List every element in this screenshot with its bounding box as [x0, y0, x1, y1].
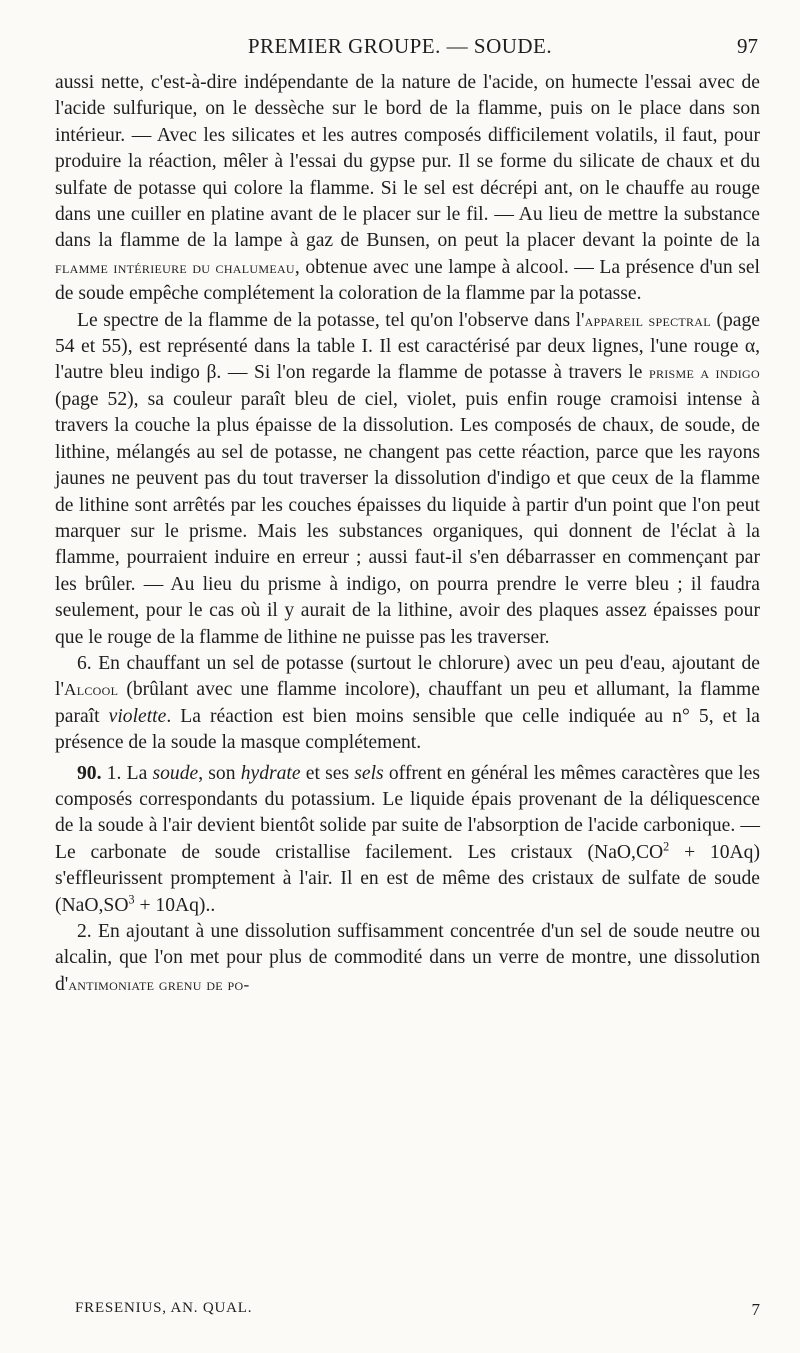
- paragraph-spectrum: [55, 308, 760, 651]
- paragraph-flame-reaction: [55, 70, 760, 308]
- sheet-number: 7: [751, 1300, 760, 1319]
- text-run: 2. En ajoutant à une dissolution suffisamment concentrée d'un sel de soude neutre ou alcalin, que l'on met pour plus de commodité dans un verre de montre, une dissolution d': [55, 921, 760, 995]
- text-run: . La réaction est bien moins sensible que celle indiquée au n° 5, et la présence de la soude la masque complétement.: [55, 705, 760, 754]
- paragraph-soude-properties: [55, 761, 760, 919]
- text-run: , obtenue avec une lampe à alcool. — La présence d'un sel de soude empêche complétement la coloration de la flamme par la potasse.: [55, 256, 760, 305]
- text-run: (page 52), sa couleur paraît bleu de ciel, violet, puis enfin rouge cramoisi intense à travers la couche la plus épaisse de la dissolution. Les composés de chaux, de soude, de lithine, mélangés au sel de potasse, ne changent pas cette réaction, parce que les rayons jaunes ne peuvent pas du tout traverser la dissolution d'indigo et que ceux de la flamme de lithine sont arrêtés par les couches épaisses du liquide à partir d'un point que l'on peut marquer sur le prisme. Mais les substances organiques, qui donnent de l'éclat à la flamme, pourraient induire en erreur ; aussi faut-il s'en débarrasser en commençant par les brûler. — Au lieu du prisme à indigo, on pourra prendre le verre bleu ; il faudra seulement, pour le cas où il y aurait de la lithine, avoir des plaques assez épaisses pour que le rouge de la flamme de lithine ne puisse pas les traverser.: [55, 388, 760, 648]
- small-caps-term: appareil spectral: [584, 310, 711, 330]
- text-run: Le spectre de la flamme de la potasse, tel qu'on l'observe dans l': [77, 309, 585, 331]
- small-caps-term: antimoniate grenu de po-: [68, 974, 250, 994]
- text-run: et ses: [300, 762, 355, 784]
- running-title: PREMIER GROUPE. — SOUDE.: [247, 34, 553, 58]
- small-caps-term: prisme a indigo: [648, 363, 760, 383]
- italic-term: sels: [354, 762, 384, 784]
- text-run: (page 54 et 55), est représenté dans la table I. Il est caractérisé par deux lignes, l'une rouge α, l'autre bleu indigo β. — Si l'on regarde la flamme de potasse à travers le: [55, 309, 760, 384]
- page-number: 97: [737, 34, 758, 58]
- section-number: 90.: [77, 762, 102, 784]
- text-run: + 10Aq) s'effleurissent promptement à l'air. Il en est de même des cristaux de sulfate de soude (NaO,SO: [55, 841, 760, 916]
- paragraph-antimoniate: [55, 919, 760, 998]
- text-run: + 10Aq)..: [134, 894, 216, 916]
- text-run: aussi nette, c'est-à-dire indépendante de la nature de l'acide, on humecte l'essai avec de l'acide sulfurique, on le dessèche sur le bord de la flamme, puis on le place dans son intérieur. — Avec les silicates et les autres composés difficilement volatils, il faut, pour produire la réaction, mêler à l'essai du gypse pur. Il se forme du silicate de chaux et du sulfate de potasse qui colore la flamme. Si le sel est décrépi ant, on le chauffe au rouge dans une cuiller en platine avant de le placer sur le fil. — Au lieu de mettre la substance dans la flamme de la lampe à gaz de Bunsen, on peut la placer devant la pointe de la: [55, 72, 760, 252]
- signature-mark: FRESENIUS, AN. QUAL.: [75, 1300, 253, 1316]
- text-run: (brûlant avec une flamme incolore), chauffant un peu et allumant, la flamme paraît: [55, 679, 760, 727]
- superscript: 3: [128, 892, 135, 907]
- body-text: [55, 70, 760, 998]
- text-run: 1. La: [101, 762, 153, 784]
- paragraph-alcohol-reaction: [55, 651, 760, 757]
- page-footer: [55, 1300, 760, 1328]
- italic-term: soude: [152, 762, 199, 784]
- text-run: 6. En chauffant un sel de potasse (surtout le chlorure) avec un peu d'eau, ajoutant de l': [55, 652, 760, 701]
- small-caps-term: flamme intérieure du chalumeau: [55, 257, 295, 277]
- text-run: , son: [198, 762, 241, 784]
- running-head: [0, 34, 800, 64]
- italic-term: hydrate: [240, 762, 301, 784]
- superscript: 2: [663, 839, 670, 854]
- text-run: offrent en général les mêmes caractères que les composés correspondants du potassium. Le liquide épais provenant de la déliquescence de la soude à l'air devient bientôt solide par suite de l'absorption de l'acide carbonique. — Le carbonate de soude cristallise facilement. Les cristaux (NaO,CO: [55, 762, 760, 863]
- small-caps-term: Alcool: [63, 680, 119, 700]
- italic-term: violette: [108, 705, 167, 727]
